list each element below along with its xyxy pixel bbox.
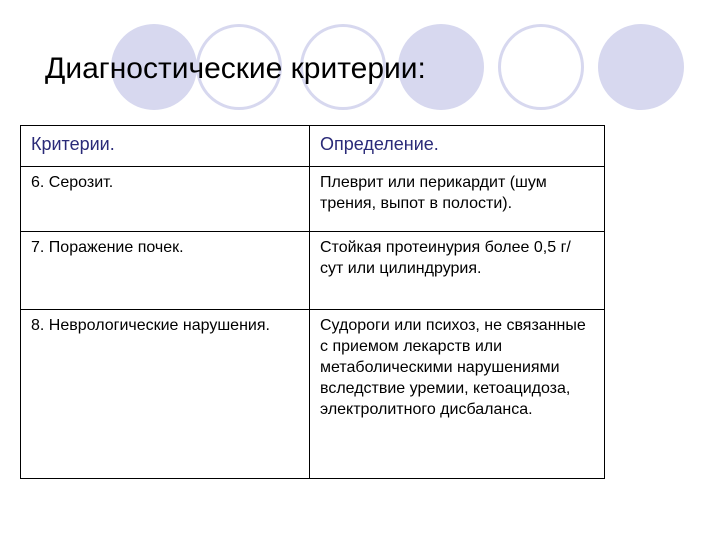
header-criteria: Критерии. bbox=[21, 126, 310, 167]
criterion-cell: 6. Серозит. bbox=[21, 167, 310, 232]
header-definition: Определение. bbox=[310, 126, 605, 167]
table-row bbox=[21, 310, 605, 479]
definition-cell: Стойкая протеинурия более 0,5 г/сут или цилиндрурия. bbox=[310, 232, 605, 310]
table-row bbox=[21, 232, 605, 310]
definition-cell: Судороги или психоз, не связанные с приемом лекарств или метаболическими нарушениями вследствие уремии, кетоацидоза, электролитного дисбаланса. bbox=[310, 310, 605, 479]
definition-cell: Плеврит или перикардит (шум трения, выпот в полости). bbox=[310, 167, 605, 232]
criterion-cell: 8. Неврологические нарушения. bbox=[21, 310, 310, 479]
slide-title: Диагностические критерии: bbox=[45, 52, 426, 85]
decorative-circle-outline bbox=[498, 24, 584, 110]
decorative-circle-filled bbox=[598, 24, 684, 110]
criteria-table bbox=[20, 125, 605, 479]
table-row bbox=[21, 167, 605, 232]
table-header-row bbox=[21, 126, 605, 167]
criterion-cell: 7. Поражение почек. bbox=[21, 232, 310, 310]
